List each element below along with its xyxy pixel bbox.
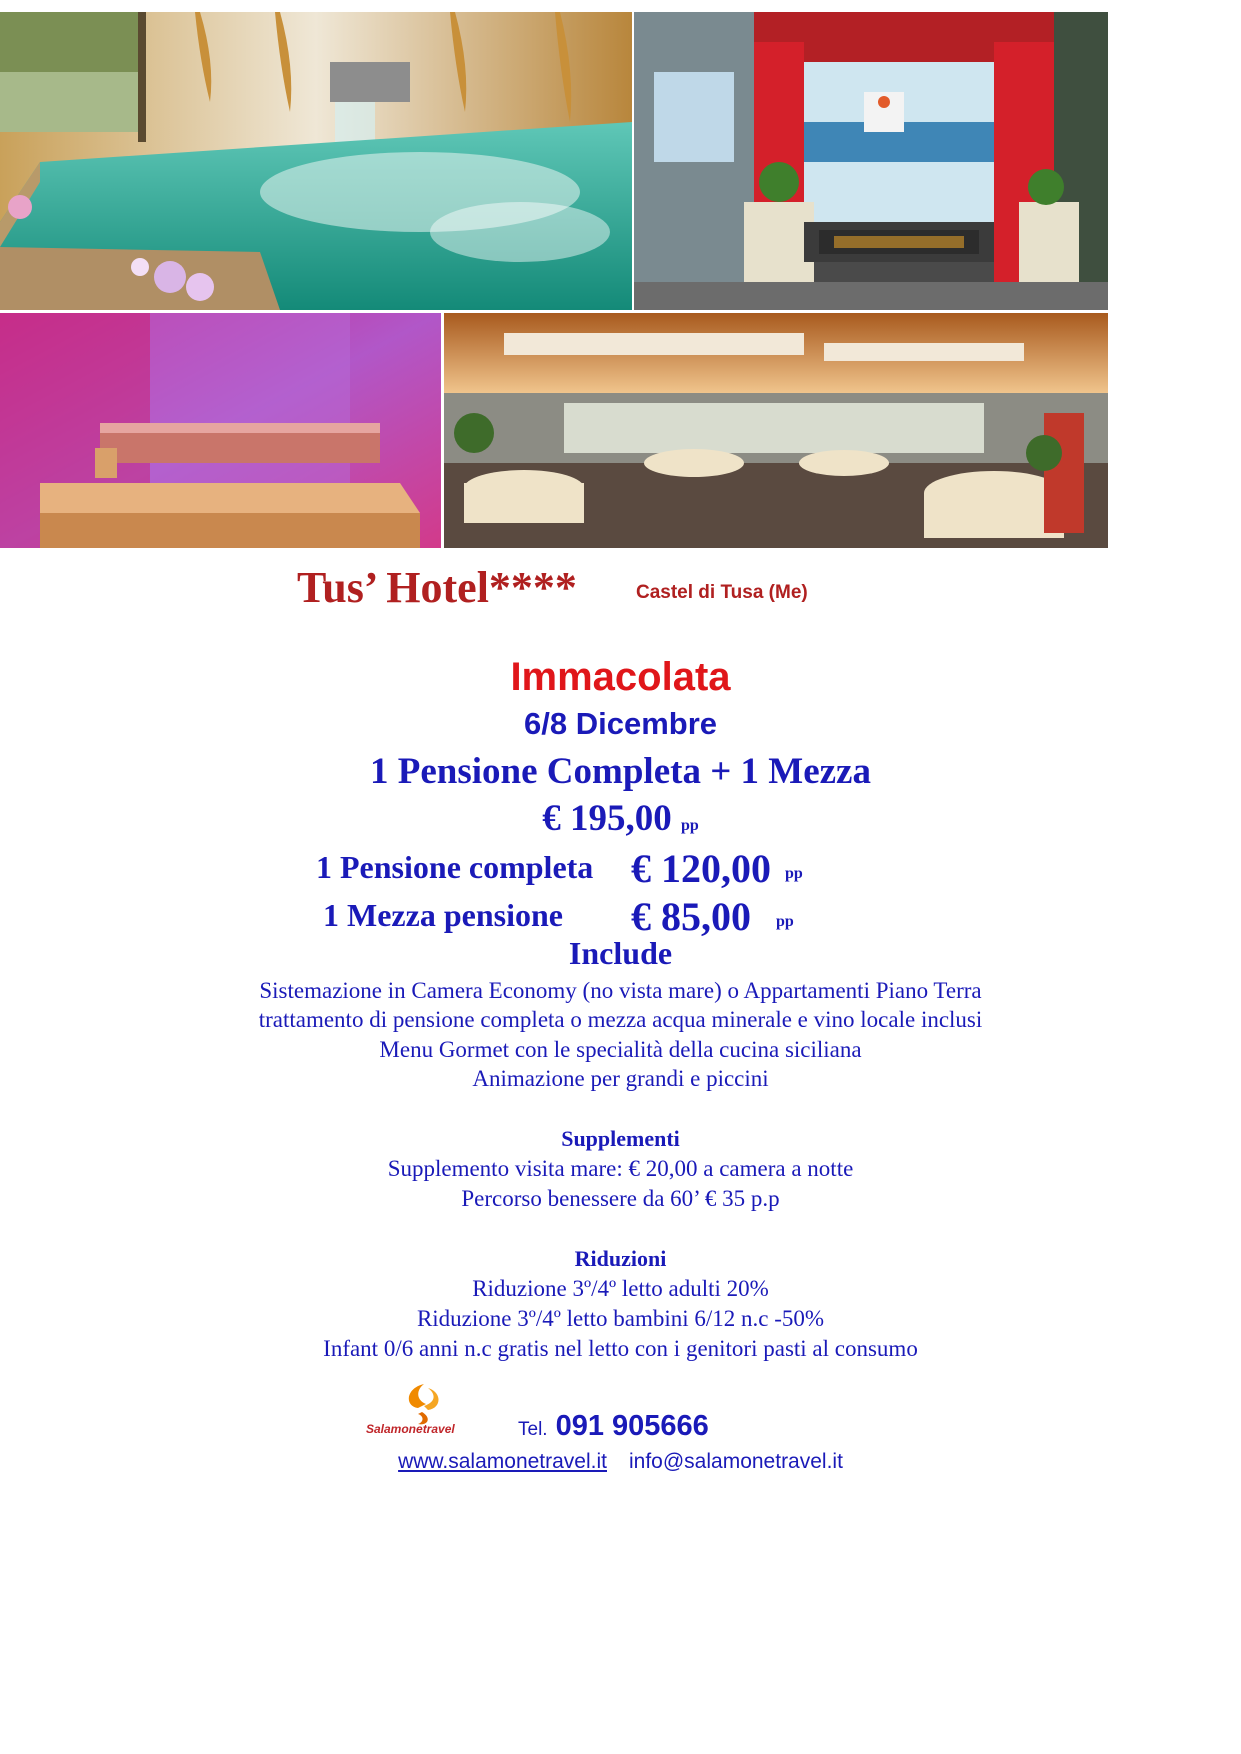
email-address[interactable]: info@salamonetravel.it bbox=[629, 1450, 843, 1473]
website-link[interactable]: www.salamonetravel.it bbox=[398, 1450, 607, 1473]
offer-title: Immacolata bbox=[510, 655, 731, 699]
photo-hotel-entrance bbox=[634, 12, 1108, 310]
hotel-name: Tus’ Hotel**** bbox=[297, 563, 577, 612]
supplementi-heading: Supplementi bbox=[561, 1126, 680, 1151]
photo-spa-pool bbox=[0, 12, 632, 310]
include-item: Animazione per grandi e piccini bbox=[472, 1066, 769, 1091]
option-half-board-price: € 85,00 bbox=[631, 894, 751, 939]
supplement-item: Supplemento visita mare: € 20,00 a camera a notte bbox=[387, 1156, 854, 1181]
include-item: Menu Gormet con le specialità della cucina siciliana bbox=[379, 1037, 862, 1062]
package-price-pp: pp bbox=[680, 817, 699, 834]
package-price-value: € 195,00 bbox=[542, 798, 672, 839]
tel-label: Tel. bbox=[518, 1419, 548, 1440]
hotel-location: Castel di Tusa (Me) bbox=[636, 582, 808, 603]
riduzioni-heading: Riduzioni bbox=[574, 1246, 667, 1271]
option-full-board-price: € 120,00 bbox=[631, 846, 771, 891]
photo-restaurant bbox=[444, 313, 1108, 548]
offer-package: 1 Pensione Completa + 1 Mezza bbox=[370, 751, 871, 792]
reduction-item: Riduzione 3º/4º letto bambini 6/12 n.c -50% bbox=[416, 1306, 825, 1331]
phone-line bbox=[518, 1410, 709, 1446]
option-full-board-label: 1 Pensione completa bbox=[316, 849, 594, 885]
option-half-board-pp: pp bbox=[776, 913, 794, 930]
photo-sauna bbox=[0, 313, 441, 548]
reduction-item: Riduzione 3º/4º letto adulti 20% bbox=[472, 1276, 769, 1301]
include-item: trattamento di pensione completa o mezza acqua minerale e vino locale inclusi bbox=[258, 1007, 983, 1032]
tel-number: 091 905666 bbox=[555, 1410, 709, 1442]
web-contacts bbox=[0, 1450, 1241, 1474]
offer-dates: 6/8 Dicembre bbox=[524, 706, 717, 741]
option-half-board-label: 1 Mezza pensione bbox=[323, 897, 563, 933]
company-logo bbox=[366, 1378, 506, 1438]
option-full-board bbox=[0, 845, 1241, 895]
company-logo-text: Salamonetravel bbox=[366, 1422, 455, 1436]
option-full-board-pp: pp bbox=[785, 865, 803, 882]
package-price bbox=[0, 797, 1241, 840]
supplement-item: Percorso benessere da 60’ € 35 p.p bbox=[461, 1186, 780, 1211]
include-heading: Include bbox=[568, 935, 673, 971]
hotel-header bbox=[0, 562, 1241, 612]
reduction-item: Infant 0/6 anni n.c gratis nel letto con i genitori pasti al consumo bbox=[323, 1336, 918, 1361]
include-item: Sistemazione in Camera Economy (no vista mare) o Appartamenti Piano Terra bbox=[259, 978, 982, 1003]
